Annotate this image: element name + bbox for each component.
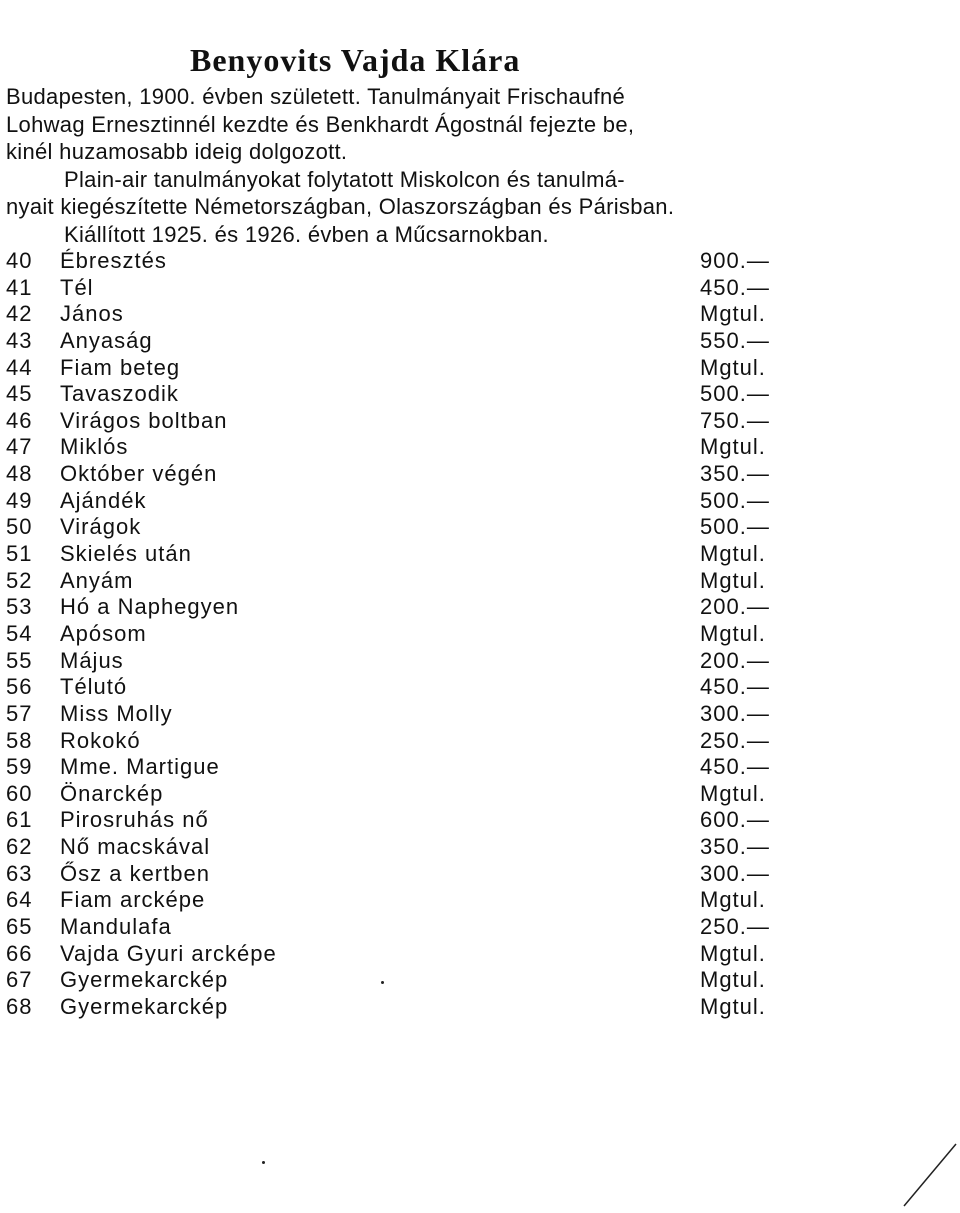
catalog-entry	[6, 541, 781, 568]
bio-line: Plain-air tanulmányokat folytatott Miskolcon és tanulmá-	[64, 166, 625, 192]
catalog-number: 61	[6, 807, 33, 833]
catalog-number: 66	[6, 940, 33, 966]
catalog-entry	[6, 648, 781, 675]
catalog-entry	[6, 355, 781, 382]
artwork-price: Mgtul.	[700, 993, 766, 1019]
catalog-entry	[6, 994, 781, 1021]
artwork-price: 350.—	[700, 461, 770, 487]
catalog-number: 43	[6, 327, 33, 353]
artwork-title: Gyermekarckép	[60, 967, 229, 993]
catalog-entry	[6, 248, 781, 275]
catalog-entry	[6, 381, 781, 408]
artwork-title: Télutó	[60, 674, 128, 700]
artwork-price: 250.—	[700, 914, 770, 940]
catalog-number: 45	[6, 381, 33, 407]
artwork-title: Vajda Gyuri arcképe	[60, 940, 277, 966]
catalog-entry	[6, 408, 781, 435]
catalog-entry	[6, 514, 781, 541]
artwork-price: 200.—	[700, 647, 770, 673]
artwork-price: 300.—	[700, 860, 770, 886]
catalog-entry	[6, 701, 781, 728]
artwork-price: 500.—	[700, 487, 770, 513]
artwork-title: Október végén	[60, 461, 218, 487]
catalog-number: 49	[6, 487, 33, 513]
catalog-entry	[6, 674, 781, 701]
artwork-price: 350.—	[700, 834, 770, 860]
artwork-price: 450.—	[700, 274, 770, 300]
artwork-price: 300.—	[700, 700, 770, 726]
catalog-number: 55	[6, 647, 33, 673]
catalog-number: 44	[6, 354, 33, 380]
artwork-price: Mgtul.	[700, 620, 766, 646]
catalog-entry	[6, 887, 781, 914]
catalog-entry	[6, 301, 781, 328]
artwork-title: Skielés után	[60, 541, 192, 567]
artwork-title: Virágos boltban	[60, 407, 228, 433]
artwork-title: Gyermekarckép	[60, 993, 229, 1019]
artist-biography	[6, 83, 781, 248]
artwork-price: Mgtul.	[700, 887, 766, 913]
catalog-number: 51	[6, 541, 33, 567]
catalog-entry	[6, 568, 781, 595]
artwork-title: Anyaság	[60, 327, 153, 353]
catalog-number: 62	[6, 834, 33, 860]
artwork-title: Mandulafa	[60, 914, 172, 940]
artwork-title: Anyám	[60, 567, 134, 593]
artwork-price: Mgtul.	[700, 567, 766, 593]
artwork-title: Ajándék	[60, 487, 147, 513]
catalog-number: 67	[6, 967, 33, 993]
bio-line: kinél huzamosabb ideig dolgozott.	[6, 139, 348, 164]
catalog-entry	[6, 621, 781, 648]
artwork-title: Virágok	[60, 514, 142, 540]
artwork-title: Tavaszodik	[60, 381, 179, 407]
artwork-title: Pirosruhás nő	[60, 807, 209, 833]
catalog-entry	[6, 461, 781, 488]
artwork-price: Mgtul.	[700, 940, 766, 966]
catalog-number: 58	[6, 727, 33, 753]
artwork-title: Mme. Martigue	[60, 754, 220, 780]
artwork-price: 550.—	[700, 327, 770, 353]
bio-line: nyait kiegészítette Németországban, Olaszországban és Párisban.	[6, 194, 675, 219]
catalog-number: 57	[6, 700, 33, 726]
print-speck	[381, 981, 384, 984]
catalog-entry	[6, 861, 781, 888]
artwork-price: 900.—	[700, 248, 770, 273]
catalog-number: 53	[6, 594, 33, 620]
artwork-title: Ébresztés	[60, 248, 167, 273]
catalog-number: 68	[6, 993, 33, 1019]
artwork-title: Hó a Naphegyen	[60, 594, 240, 620]
catalog-number: 59	[6, 754, 33, 780]
artwork-title: Rokokó	[60, 727, 141, 753]
artwork-price: 450.—	[700, 754, 770, 780]
artwork-price: 450.—	[700, 674, 770, 700]
catalog-number: 60	[6, 780, 33, 806]
artwork-title: Fiam beteg	[60, 354, 181, 380]
catalog-entry	[6, 967, 781, 994]
catalog-number: 54	[6, 620, 33, 646]
catalog-entry	[6, 754, 781, 781]
artwork-title: Ősz a kertben	[60, 860, 210, 886]
catalog-entry	[6, 728, 781, 755]
artwork-title: Tél	[60, 274, 94, 300]
catalog-entry	[6, 781, 781, 808]
catalog-number: 40	[6, 248, 33, 273]
artwork-price: 500.—	[700, 381, 770, 407]
artwork-price: Mgtul.	[700, 780, 766, 806]
catalog-entry	[6, 807, 781, 834]
catalog-entry	[6, 275, 781, 302]
catalog-entry	[6, 594, 781, 621]
catalog-number: 50	[6, 514, 33, 540]
catalog-number: 41	[6, 274, 33, 300]
catalog-number: 48	[6, 461, 33, 487]
artwork-catalog-list	[6, 248, 781, 1021]
artwork-price: Mgtul.	[700, 434, 766, 460]
catalog-number: 63	[6, 860, 33, 886]
artist-name-heading: Benyovits Vajda Klára	[190, 42, 521, 78]
catalog-number: 52	[6, 567, 33, 593]
artwork-title: Miklós	[60, 434, 129, 460]
artwork-price: Mgtul.	[700, 967, 766, 993]
catalog-entry	[6, 941, 781, 968]
bio-line: Kiállított 1925. és 1926. évben a Műcsarnokban.	[64, 221, 549, 247]
artwork-title: Május	[60, 647, 124, 673]
catalog-number: 64	[6, 887, 33, 913]
catalog-number: 42	[6, 301, 33, 327]
bio-line: Budapesten, 1900. évben született. Tanulmányait Frischaufné	[6, 84, 626, 109]
catalog-entry	[6, 328, 781, 355]
artwork-title: Fiam arcképe	[60, 887, 206, 913]
artwork-price: Mgtul.	[700, 301, 766, 327]
print-speck	[262, 1161, 265, 1164]
catalog-entry	[6, 914, 781, 941]
artwork-title: Önarckép	[60, 780, 164, 806]
catalog-number: 47	[6, 434, 33, 460]
artwork-price: 750.—	[700, 407, 770, 433]
pencil-mark	[900, 1140, 960, 1210]
artwork-title: Apósom	[60, 620, 147, 646]
artwork-title: Miss Molly	[60, 700, 173, 726]
catalog-entry	[6, 434, 781, 461]
artwork-price: 250.—	[700, 727, 770, 753]
catalog-number: 56	[6, 674, 33, 700]
catalog-entry	[6, 488, 781, 515]
catalog-number: 65	[6, 914, 33, 940]
artwork-title: János	[60, 301, 124, 327]
artwork-price: 500.—	[700, 514, 770, 540]
bio-line: Lohwag Ernesztinnél kezdte és Benkhardt Ágostnál fejezte be,	[6, 111, 635, 137]
artwork-title: Nő macskával	[60, 834, 211, 860]
artwork-price: 600.—	[700, 807, 770, 833]
catalog-number: 46	[6, 407, 33, 433]
artwork-price: Mgtul.	[700, 541, 766, 567]
artwork-price: 200.—	[700, 594, 770, 620]
artwork-price: Mgtul.	[700, 354, 766, 380]
catalog-entry	[6, 834, 781, 861]
